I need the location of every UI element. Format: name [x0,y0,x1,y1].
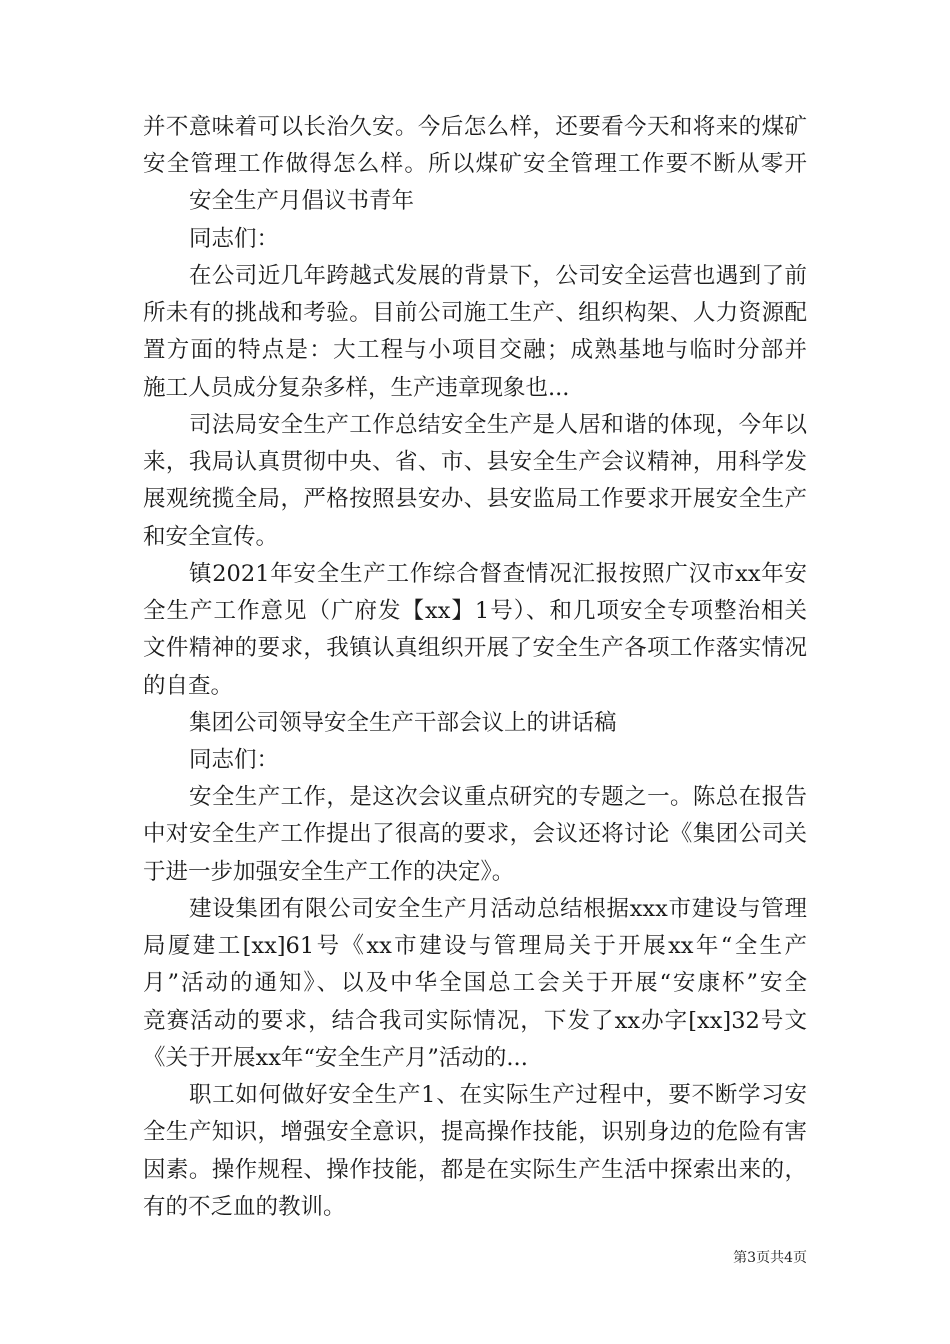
text-line: 镇2021年安全生产工作综合督查情况汇报按照广汉市xx年安 [189,560,807,587]
text-line: 全生产知识，增强安全意识，提高操作技能，识别身边的危险有害 [143,1119,807,1146]
paragraph [143,258,807,407]
text-line: 施工人员成分复杂多样，生产违章现象也... [143,374,570,401]
text-line: 并不意味着可以长治久安。今后怎么样，还要看今天和将来的煤矿 [143,114,807,140]
text-line: 有的不乏血的教训。 [143,1193,346,1220]
text-line: 局厦建工[xx]61号《xx市建设与管理局关于开展xx年“全生产 [143,933,807,960]
text-line: 安全生产工作，是这次会议重点研究的专题之一。陈总在报告 [189,784,807,811]
text-line: 展观统揽全局，严格按照县安办、县安监局工作要求开展安全生产 [143,486,807,513]
text-line: 来，我局认真贯彻中央、省、市、县安全生产会议精神，用科学发 [143,449,807,476]
text-line: 的自查。 [143,672,234,699]
text-line: 集团公司领导安全生产干部会议上的讲话稿 [189,709,617,736]
text-line: 文件精神的要求，我镇认真组织开展了安全生产各项工作落实情况 [143,635,807,662]
text-line: 所未有的挑战和考验。目前公司施工生产、组织构架、人力资源配 [143,300,807,327]
text-line: 安全管理工作做得怎么样。所以煤矿安全管理工作要不断从零开 [143,151,807,178]
text-line: 同志们： [189,746,280,773]
document-body [143,109,807,1226]
paragraph [143,109,807,183]
text-line: 月”活动的通知》、以及中华全国总工会关于开展“安康杯”安全 [143,970,807,997]
paragraph [143,742,807,779]
text-line: 于进一步加强安全生产工作的决定》。 [143,858,515,885]
text-line: 和安全宣传。 [143,523,279,550]
text-line: 职工如何做好安全生产1、在实际生产过程中，要不断学习安 [189,1082,807,1109]
text-line: 《关于开展xx年“安全生产月”活动的... [143,1044,528,1071]
text-line: 安全生产月倡议书青年 [189,188,415,215]
text-line: 建设集团有限公司安全生产月活动总结根据xxx市建设与管理 [189,895,807,922]
text-line: 在公司近几年跨越式发展的背景下，公司安全运营也遇到了前 [189,262,807,289]
paragraph [143,183,807,220]
text-line: 置方面的特点是：大工程与小项目交融；成熟基地与临时分部并 [143,337,807,364]
text-line: 中对安全生产工作提出了很高的要求，会议还将讨论《集团公司关 [143,821,807,848]
text-line: 竞赛活动的要求，结合我司实际情况，下发了xx办字[xx]32号文 [143,1007,807,1034]
page-number: 第3页共4页 [733,1250,807,1266]
paragraph [143,1077,807,1226]
paragraph [143,705,807,742]
paragraph [143,407,807,556]
text-line: 司法局安全生产工作总结安全生产是人居和谐的体现，今年以 [189,411,807,438]
paragraph [143,221,807,258]
text-line: 同志们： [189,225,280,252]
paragraph [143,556,807,705]
paragraph [143,891,807,1077]
text-line: 全生产工作意见（广府发【xx】1号）、和几项安全专项整治相关 [143,598,807,625]
text-line: 因素。操作规程、操作技能，都是在实际生产生活中探索出来的， [143,1156,807,1183]
paragraph [143,779,807,891]
